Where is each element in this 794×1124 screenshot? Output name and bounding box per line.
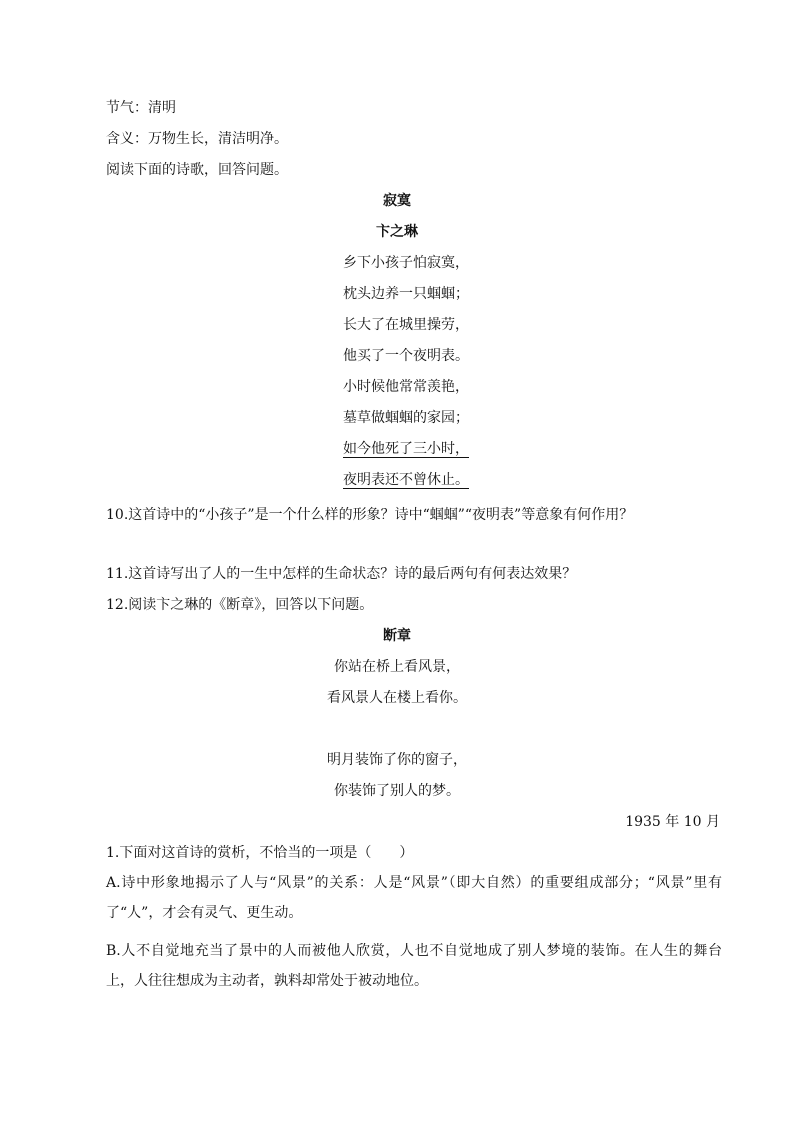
question-11: 11.这首诗写出了人的一生中怎样的生命状态？诗的最后两句有何表达效果？ [106, 566, 577, 582]
question-10: 10.这首诗中的“小孩子”是一个什么样的形象？诗中“蝈蝈”“夜明表”等意象有何作用？ [106, 507, 634, 523]
sub-question-stem: 1.下面对这首诗的赏析，不恰当的一项是（ ） [106, 845, 414, 861]
poem2-line: 你站在桥上看风景， [334, 659, 460, 675]
instruction-line: 阅读下面的诗歌，回答问题。 [106, 162, 288, 178]
question-12: 12.阅读卞之琳的《断章》，回答以下问题。 [106, 597, 374, 613]
poem1-author: 卞之琳 [376, 224, 418, 240]
poem2-line: 明月装饰了你的窗子， [327, 752, 467, 768]
option-b: B.人不自觉地充当了景中的人而被他人欣赏，人也不自觉地成了别人梦境的装饰。在人生的舞台上，人往往想成为主动者，孰料却常处于被动地位。 [106, 943, 722, 989]
poem1-line: 长大了在城里操劳， [343, 317, 469, 333]
solar-term-line: 节气：清明 [106, 100, 176, 116]
poem1-title: 寂寞 [383, 193, 411, 209]
poem1-line: 乡下小孩子怕寂寞， [343, 255, 469, 271]
poem1-line-underlined: 夜明表还不曾休止。 [343, 472, 469, 488]
poem1-line: 枕头边养一只蝈蝈； [343, 286, 469, 302]
option-a: A.诗中形象地揭示了人与“风景”的关系：人是“风景”（即大自然）的重要组成部分；“风景”里有了“人”，才会有灵气、更生动。 [106, 875, 722, 921]
poem1-line: 墓草做蝈蝈的家园； [343, 410, 469, 426]
poem2-line: 你装饰了别人的梦。 [334, 783, 460, 799]
poem2-title: 断章 [383, 628, 411, 644]
poem1-line-underlined: 如今他死了三小时， [343, 441, 469, 457]
meaning-line: 含义：万物生长，清洁明净。 [106, 131, 288, 147]
poem1-line: 他买了一个夜明表。 [343, 348, 469, 364]
poem2-date: 1935 年 10 月 [625, 814, 720, 830]
poem1-line: 小时候他常常羡艳， [343, 379, 469, 395]
poem2-line: 看风景人在楼上看你。 [327, 690, 467, 706]
